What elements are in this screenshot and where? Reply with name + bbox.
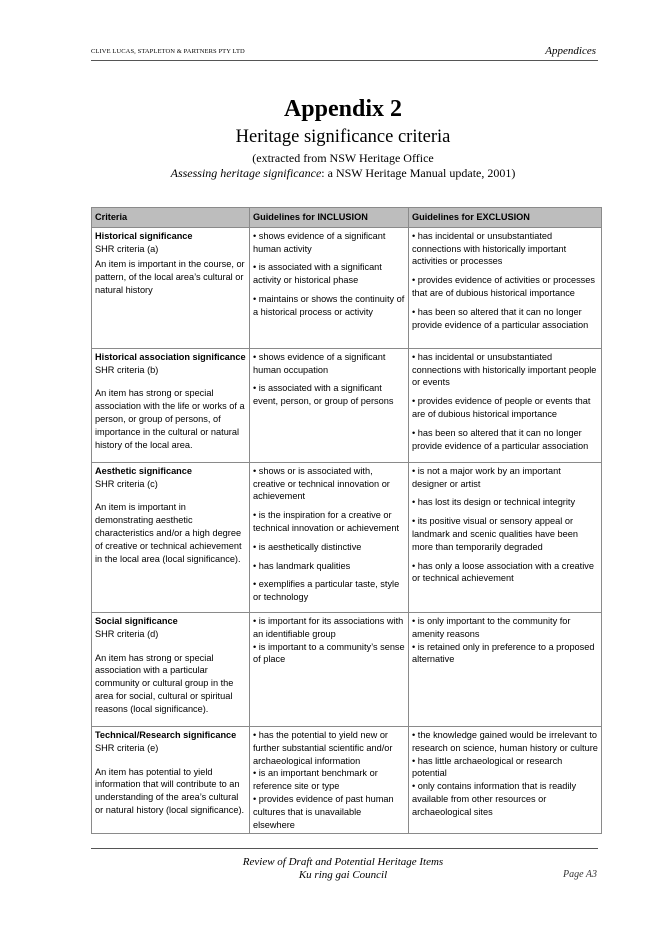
criteria-cell xyxy=(92,726,250,833)
exclusion-item: • has only a loose association with a creative or technical achievement xyxy=(412,560,594,584)
source-line-2 xyxy=(0,166,656,181)
inclusion-item: • has landmark qualities xyxy=(253,560,351,571)
table-row xyxy=(92,612,602,726)
header-inclusion: Guidelines for INCLUSION xyxy=(250,208,409,228)
criterion-name: Social significance xyxy=(95,615,178,626)
exclusion-cell xyxy=(409,462,602,612)
exclusion-cell xyxy=(409,227,602,348)
exclusion-item: • has been so altered that it can no longer provide evidence of a particular association xyxy=(412,427,589,451)
criterion-name: Aesthetic significance xyxy=(95,465,193,476)
inclusion-item: • is associated with a significant activity or historical phase xyxy=(253,262,382,286)
table-header-row xyxy=(92,208,602,228)
criterion-name: Historical association significance xyxy=(95,351,246,362)
criterion-name: Technical/Research significance xyxy=(95,729,237,740)
shr-criteria: SHR criteria (e) xyxy=(95,742,159,753)
criteria-cell xyxy=(92,462,250,612)
inclusion-item: • shows evidence of a significant human occupation xyxy=(253,351,386,375)
criterion-name: Historical significance xyxy=(95,230,193,241)
exclusion-cell xyxy=(409,726,602,833)
exclusion-item: • provides evidence of people or events that are of dubious historical importance xyxy=(412,396,591,419)
footer-document-title: Review of Draft and Potential Heritage Items xyxy=(242,856,444,868)
exclusion-item: • is not a major work by an important designer or artist xyxy=(412,465,561,489)
exclusion-item: • has little archaeological or research potential xyxy=(412,755,563,779)
inclusion-item: • shows or is associated with, creative or technical innovation or achievement xyxy=(253,465,390,502)
inclusion-item: • provides evidence of past human cultures that is unavailable elsewhere xyxy=(253,793,394,830)
exclusion-cell xyxy=(409,348,602,462)
exclusion-item: • the knowledge gained would be irrelevant to research on science, human history or culture xyxy=(412,729,598,753)
source-line-1: (extracted from NSW Heritage Office xyxy=(252,151,434,165)
source-publication-rest: : a NSW Heritage Manual update, 2001) xyxy=(321,166,516,180)
table-row xyxy=(92,462,602,612)
inclusion-item: • is aesthetically distinctive xyxy=(253,541,362,552)
inclusion-item: • shows evidence of a significant human activity xyxy=(253,230,386,254)
exclusion-item: • has incidental or unsubstantiated connections with historically important activities or processes xyxy=(412,230,567,267)
shr-criteria: SHR criteria (b) xyxy=(95,364,159,375)
shr-criteria: SHR criteria (a) xyxy=(95,243,159,254)
inclusion-cell xyxy=(250,227,409,348)
footer-council: Ku ring gai Council xyxy=(298,869,388,881)
criteria-cell xyxy=(92,348,250,462)
source-publication-title: Assessing heritage significance xyxy=(170,166,322,180)
criteria-table xyxy=(91,207,602,834)
table-row xyxy=(92,227,602,348)
criteria-cell xyxy=(92,227,250,348)
table-row xyxy=(92,348,602,462)
exclusion-item: • has incidental or unsubstantiated connections with historically important people or events xyxy=(412,351,597,388)
exclusion-item: • provides evidence of activities or processes that are of dubious historical importance xyxy=(412,275,595,298)
table-row xyxy=(92,726,602,833)
header-section: Appendices xyxy=(545,45,596,57)
inclusion-cell xyxy=(250,726,409,833)
inclusion-cell xyxy=(250,462,409,612)
criterion-description: An item is important in the course, or pattern, of the local area’s cultural or natural history xyxy=(95,259,245,295)
exclusion-item: • only contains information that is readily available from other resources or archaeological sites xyxy=(412,781,577,817)
exclusion-cell xyxy=(409,612,602,726)
inclusion-item: • is important for its associations with an identifiable group xyxy=(253,615,404,639)
inclusion-item: • is the inspiration for a creative or technical innovation or achievement xyxy=(253,510,400,533)
inclusion-item: • is an important benchmark or reference site or type xyxy=(253,768,378,792)
inclusion-item: • exemplifies a particular taste, style or technology xyxy=(253,579,400,603)
inclusion-item: • is associated with a significant event, person, or group of persons xyxy=(253,383,394,407)
criterion-description: An item has strong or special association with a particular community or cultural group in the area for social, cultural or spiritual reasons (local significance). xyxy=(95,652,234,714)
header-exclusion: Guidelines for EXCLUSION xyxy=(409,208,602,228)
header-rule xyxy=(91,60,598,61)
exclusion-item: • is retained only in preference to a proposed alternative xyxy=(412,641,595,665)
exclusion-item: • has been so altered that it can no longer provide evidence of a particular association xyxy=(412,306,589,330)
inclusion-item: • is important to a community’s sense of place xyxy=(253,641,405,665)
page-subtitle: Heritage significance criteria xyxy=(235,127,451,147)
criterion-description: An item is important in demonstrating aesthetic characteristics and/or a high degree of creative or technical achievement in the local area (local significance). xyxy=(95,502,242,564)
inclusion-cell xyxy=(250,612,409,726)
exclusion-item: • has lost its design or technical integrity xyxy=(412,497,576,508)
page-title: Appendix 2 xyxy=(283,96,403,122)
inclusion-item: • has the potential to yield new or further substantial scientific and/or archaeological information xyxy=(253,729,393,766)
inclusion-cell xyxy=(250,348,409,462)
exclusion-item: • its positive visual or sensory appeal or landmark and scenic qualities have been more than temporarily degraded xyxy=(412,516,578,552)
shr-criteria: SHR criteria (d) xyxy=(95,628,159,639)
criteria-cell xyxy=(92,612,250,726)
inclusion-item: • maintains or shows the continuity of a historical process or activity xyxy=(253,293,405,317)
exclusion-item: • is only important to the community for amenity reasons xyxy=(412,615,571,639)
footer-rule xyxy=(91,848,598,849)
criterion-description: An item has strong or special association with the life or works of a person, or group of persons, of importance in the cultural or natural history of the local area. xyxy=(95,388,245,450)
header-criteria: Criteria xyxy=(92,208,250,228)
criterion-description: An item has potential to yield information that will contribute to an understanding of the area’s cultural or natural history (local significance). xyxy=(95,766,245,815)
page-number: Page A3 xyxy=(563,869,597,880)
shr-criteria: SHR criteria (c) xyxy=(95,478,158,489)
header-company: CLIVE LUCAS, STAPLETON & PARTNERS PTY LTD xyxy=(91,48,245,55)
